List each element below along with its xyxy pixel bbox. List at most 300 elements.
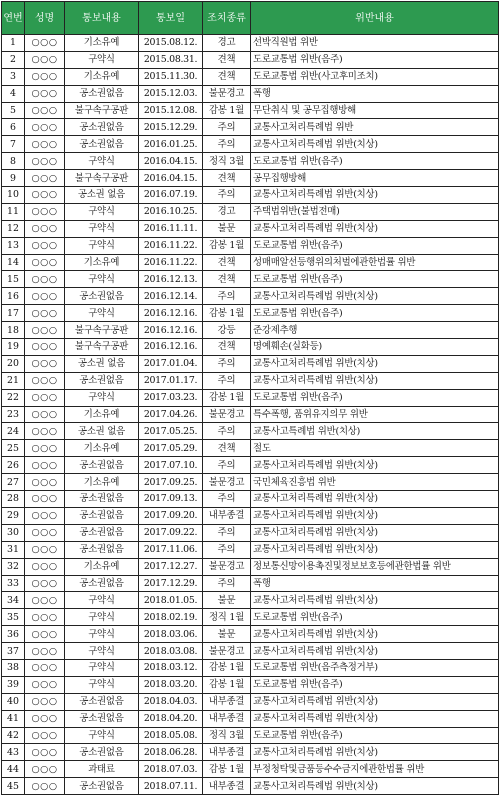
cell-notice-content: 구약식 — [65, 727, 139, 744]
cell-action-type: 주의 — [203, 187, 251, 204]
cell-violation-content: 폭행 — [251, 85, 499, 102]
cell-action-type: 정직 1월 — [203, 609, 251, 626]
cell-violation-content: 교통사고처리특례법 위반(치상) — [251, 288, 499, 305]
cell-violation-content: 교통사고처리특례법 위반(치상) — [251, 541, 499, 558]
cell-number: 1 — [2, 35, 25, 52]
table-row — [2, 693, 499, 710]
cell-name: ○○○ — [25, 85, 65, 102]
cell-notice-content: 불구속구공판 — [65, 170, 139, 187]
cell-action-type: 감봉 1월 — [203, 761, 251, 778]
cell-notice-content: 공소권없음 — [65, 372, 139, 389]
cell-name: ○○○ — [25, 423, 65, 440]
table-row — [2, 423, 499, 440]
table-row — [2, 491, 499, 508]
cell-notice-content: 기소유예 — [65, 254, 139, 271]
cell-number: 34 — [2, 592, 25, 609]
cell-notice-content: 공소권없음 — [65, 507, 139, 524]
cell-notice-content: 기소유예 — [65, 406, 139, 423]
table-row — [2, 288, 499, 305]
cell-action-type: 불문경고 — [203, 85, 251, 102]
cell-notice-date: 2016.11.11. — [139, 220, 203, 237]
cell-action-type: 내부종결 — [203, 778, 251, 795]
cell-notice-content: 기소유예 — [65, 558, 139, 575]
cell-violation-content: 교통사고처리특례법 위반(치상) — [251, 187, 499, 204]
cell-name: ○○○ — [25, 524, 65, 541]
cell-notice-content: 공소권 없음 — [65, 355, 139, 372]
cell-action-type: 주의 — [203, 372, 251, 389]
cell-number: 16 — [2, 288, 25, 305]
cell-name: ○○○ — [25, 305, 65, 322]
cell-notice-date: 2015.11.30. — [139, 68, 203, 85]
cell-action-type: 내부종결 — [203, 744, 251, 761]
header-notice-date: 통보일 — [139, 2, 203, 35]
cell-name: ○○○ — [25, 676, 65, 693]
cell-name: ○○○ — [25, 35, 65, 52]
cell-name: ○○○ — [25, 271, 65, 288]
cell-violation-content: 무단취식 및 공무집행방해 — [251, 102, 499, 119]
cell-notice-content: 기소유예 — [65, 474, 139, 491]
cell-notice-date: 2015.08.12. — [139, 35, 203, 52]
table-row — [2, 457, 499, 474]
cell-notice-content: 불구속구공판 — [65, 322, 139, 339]
cell-violation-content: 준강제추행 — [251, 322, 499, 339]
cell-action-type: 견책 — [203, 440, 251, 457]
header-row — [2, 2, 499, 35]
cell-number: 7 — [2, 136, 25, 153]
cell-notice-date: 2018.03.12. — [139, 659, 203, 676]
cell-name: ○○○ — [25, 541, 65, 558]
table-row — [2, 440, 499, 457]
cell-action-type: 견책 — [203, 254, 251, 271]
cell-number: 42 — [2, 727, 25, 744]
cell-notice-content: 공소권없음 — [65, 136, 139, 153]
table-row — [2, 102, 499, 119]
table-row — [2, 339, 499, 356]
cell-name: ○○○ — [25, 136, 65, 153]
cell-violation-content: 교통사고처리특례법 위반 — [251, 119, 499, 136]
cell-action-type: 불문 — [203, 626, 251, 643]
cell-number: 28 — [2, 491, 25, 508]
table-row — [2, 778, 499, 795]
cell-notice-content: 불구속구공판 — [65, 102, 139, 119]
cell-notice-content: 구약식 — [65, 153, 139, 170]
cell-notice-content: 불구속구공판 — [65, 339, 139, 356]
cell-notice-date: 2016.12.14. — [139, 288, 203, 305]
cell-notice-content: 구약식 — [65, 626, 139, 643]
cell-notice-date: 2018.06.28. — [139, 744, 203, 761]
table-body — [2, 35, 499, 795]
table-row — [2, 68, 499, 85]
cell-violation-content: 교통사고처리특례법 위반(치상) — [251, 372, 499, 389]
cell-notice-date: 2017.04.26. — [139, 406, 203, 423]
table-row — [2, 406, 499, 423]
cell-notice-content: 공소권 없음 — [65, 187, 139, 204]
cell-number: 5 — [2, 102, 25, 119]
table-header — [2, 2, 499, 35]
cell-notice-content: 기소유예 — [65, 35, 139, 52]
cell-notice-content: 구약식 — [65, 305, 139, 322]
cell-notice-content: 공소권없음 — [65, 288, 139, 305]
cell-notice-content: 구약식 — [65, 203, 139, 220]
cell-number: 9 — [2, 170, 25, 187]
cell-number: 13 — [2, 237, 25, 254]
cell-notice-date: 2017.01.17. — [139, 372, 203, 389]
cell-action-type: 주의 — [203, 541, 251, 558]
table-row — [2, 710, 499, 727]
cell-notice-date: 2017.09.13. — [139, 491, 203, 508]
cell-notice-date: 2016.04.15. — [139, 153, 203, 170]
table-row — [2, 153, 499, 170]
cell-number: 21 — [2, 372, 25, 389]
cell-violation-content: 교통사고처리특례법 위반(치상) — [251, 507, 499, 524]
cell-notice-date: 2017.05.25. — [139, 423, 203, 440]
cell-notice-content: 구약식 — [65, 659, 139, 676]
cell-name: ○○○ — [25, 491, 65, 508]
cell-name: ○○○ — [25, 187, 65, 204]
cell-action-type: 불문 — [203, 220, 251, 237]
cell-notice-date: 2016.11.22. — [139, 254, 203, 271]
cell-notice-date: 2018.02.19. — [139, 609, 203, 626]
cell-name: ○○○ — [25, 119, 65, 136]
cell-notice-content: 구약식 — [65, 676, 139, 693]
cell-violation-content: 도로교통법 위반(음주) — [251, 389, 499, 406]
cell-action-type: 감봉 1월 — [203, 237, 251, 254]
cell-action-type: 감봉 1월 — [203, 305, 251, 322]
cell-name: ○○○ — [25, 643, 65, 660]
cell-name: ○○○ — [25, 778, 65, 795]
table-row — [2, 507, 499, 524]
cell-notice-content: 공소권없음 — [65, 778, 139, 795]
cell-action-type: 정직 3월 — [203, 153, 251, 170]
table-row — [2, 744, 499, 761]
cell-number: 43 — [2, 744, 25, 761]
cell-notice-date: 2016.12.16. — [139, 339, 203, 356]
cell-action-type: 주의 — [203, 524, 251, 541]
cell-action-type: 불문경고 — [203, 474, 251, 491]
cell-action-type: 견책 — [203, 51, 251, 68]
cell-number: 11 — [2, 203, 25, 220]
cell-number: 33 — [2, 575, 25, 592]
cell-notice-date: 2017.12.29. — [139, 575, 203, 592]
cell-violation-content: 도로교통법 위반(음주) — [251, 237, 499, 254]
cell-violation-content: 교통사고처리특례법 위반(치상) — [251, 457, 499, 474]
cell-action-type: 불문경고 — [203, 558, 251, 575]
cell-number: 6 — [2, 119, 25, 136]
table-row — [2, 51, 499, 68]
cell-notice-date: 2016.12.13. — [139, 271, 203, 288]
cell-violation-content: 교통사고처리특례법 위반(치상) — [251, 710, 499, 727]
table-row — [2, 558, 499, 575]
cell-notice-date: 2016.11.22. — [139, 237, 203, 254]
cell-violation-content: 교통사고처리특례법 위반(치상) — [251, 220, 499, 237]
cell-number: 10 — [2, 187, 25, 204]
cell-number: 25 — [2, 440, 25, 457]
cell-notice-date: 2016.04.15. — [139, 170, 203, 187]
cell-number: 41 — [2, 710, 25, 727]
cell-notice-content: 공소권 없음 — [65, 423, 139, 440]
table-row — [2, 659, 499, 676]
cell-name: ○○○ — [25, 68, 65, 85]
cell-number: 35 — [2, 609, 25, 626]
cell-number: 12 — [2, 220, 25, 237]
cell-name: ○○○ — [25, 102, 65, 119]
cell-notice-date: 2015.12.08. — [139, 102, 203, 119]
cell-notice-date: 2018.04.20. — [139, 710, 203, 727]
cell-notice-content: 공소권없음 — [65, 575, 139, 592]
table-row — [2, 355, 499, 372]
cell-name: ○○○ — [25, 609, 65, 626]
cell-violation-content: 도로교통법 위반(음주) — [251, 305, 499, 322]
cell-name: ○○○ — [25, 237, 65, 254]
cell-violation-content: 도로교통법 위반(음주) — [251, 727, 499, 744]
header-notice-content: 통보내용 — [65, 2, 139, 35]
cell-notice-date: 2017.01.04. — [139, 355, 203, 372]
cell-violation-content: 교통사고처리특례법 위반(치상) — [251, 524, 499, 541]
cell-name: ○○○ — [25, 693, 65, 710]
cell-notice-content: 공소권없음 — [65, 541, 139, 558]
cell-action-type: 감봉 1월 — [203, 389, 251, 406]
cell-violation-content: 도로교통법 위반(음주측정거부) — [251, 659, 499, 676]
cell-notice-content: 공소권없음 — [65, 524, 139, 541]
cell-notice-content: 공소권없음 — [65, 693, 139, 710]
cell-action-type: 견책 — [203, 68, 251, 85]
cell-number: 19 — [2, 339, 25, 356]
cell-action-type: 내부종결 — [203, 710, 251, 727]
cell-name: ○○○ — [25, 170, 65, 187]
cell-name: ○○○ — [25, 659, 65, 676]
cell-notice-date: 2017.03.23. — [139, 389, 203, 406]
cell-notice-content: 구약식 — [65, 643, 139, 660]
cell-number: 22 — [2, 389, 25, 406]
cell-notice-content: 공소권없음 — [65, 119, 139, 136]
cell-notice-date: 2018.03.06. — [139, 626, 203, 643]
cell-notice-date: 2018.01.05. — [139, 592, 203, 609]
cell-number: 15 — [2, 271, 25, 288]
table-row — [2, 372, 499, 389]
cell-number: 14 — [2, 254, 25, 271]
cell-action-type: 감봉 1월 — [203, 659, 251, 676]
table-row — [2, 271, 499, 288]
cell-action-type: 주의 — [203, 119, 251, 136]
cell-number: 18 — [2, 322, 25, 339]
cell-notice-date: 2017.11.06. — [139, 541, 203, 558]
cell-name: ○○○ — [25, 322, 65, 339]
cell-violation-content: 절도 — [251, 440, 499, 457]
table-row — [2, 389, 499, 406]
cell-notice-date: 2015.12.03. — [139, 85, 203, 102]
cell-violation-content: 공무집행방해 — [251, 170, 499, 187]
cell-name: ○○○ — [25, 339, 65, 356]
cell-violation-content: 폭행 — [251, 575, 499, 592]
cell-action-type: 주의 — [203, 575, 251, 592]
cell-violation-content: 성매매알선등행위의처벌에관한법률 위반 — [251, 254, 499, 271]
cell-name: ○○○ — [25, 474, 65, 491]
cell-violation-content: 국민체육진흥법 위반 — [251, 474, 499, 491]
cell-name: ○○○ — [25, 744, 65, 761]
table-row — [2, 761, 499, 778]
cell-action-type: 내부종결 — [203, 693, 251, 710]
cell-notice-date: 2017.09.22. — [139, 524, 203, 541]
cell-notice-content: 구약식 — [65, 592, 139, 609]
table-row — [2, 541, 499, 558]
cell-notice-date: 2016.12.16. — [139, 322, 203, 339]
cell-name: ○○○ — [25, 406, 65, 423]
cell-number: 20 — [2, 355, 25, 372]
cell-notice-content: 공소권없음 — [65, 457, 139, 474]
cell-notice-content: 구약식 — [65, 609, 139, 626]
cell-action-type: 내부종결 — [203, 507, 251, 524]
cell-violation-content: 도로교통법 위반(음주) — [251, 271, 499, 288]
cell-notice-date: 2018.07.11. — [139, 778, 203, 795]
cell-notice-date: 2017.09.25. — [139, 474, 203, 491]
cell-action-type: 불문경고 — [203, 406, 251, 423]
cell-violation-content: 교통사고처리특례법 위반(치상) — [251, 592, 499, 609]
cell-name: ○○○ — [25, 710, 65, 727]
cell-violation-content: 교통사고특례법 위반(치상) — [251, 423, 499, 440]
cell-notice-date: 2015.08.31. — [139, 51, 203, 68]
cell-number: 29 — [2, 507, 25, 524]
cell-number: 40 — [2, 693, 25, 710]
cell-notice-date: 2016.01.25. — [139, 136, 203, 153]
cell-number: 23 — [2, 406, 25, 423]
cell-number: 39 — [2, 676, 25, 693]
cell-name: ○○○ — [25, 203, 65, 220]
cell-violation-content: 교통사고처리특례법 위반(치상) — [251, 355, 499, 372]
cell-number: 37 — [2, 643, 25, 660]
table-row — [2, 592, 499, 609]
cell-violation-content: 교통사고처리특례법 위반(치상) — [251, 643, 499, 660]
header-violation-content: 위반내용 — [251, 2, 499, 35]
cell-action-type: 견책 — [203, 339, 251, 356]
cell-notice-date: 2018.07.03. — [139, 761, 203, 778]
cell-number: 2 — [2, 51, 25, 68]
cell-name: ○○○ — [25, 558, 65, 575]
cell-name: ○○○ — [25, 592, 65, 609]
cell-action-type: 견책 — [203, 170, 251, 187]
cell-number: 8 — [2, 153, 25, 170]
cell-name: ○○○ — [25, 220, 65, 237]
cell-action-type: 주의 — [203, 423, 251, 440]
cell-action-type: 감봉 1월 — [203, 676, 251, 693]
table-row — [2, 35, 499, 52]
cell-notice-date: 2018.03.20. — [139, 676, 203, 693]
cell-notice-content: 구약식 — [65, 237, 139, 254]
cell-name: ○○○ — [25, 372, 65, 389]
cell-name: ○○○ — [25, 254, 65, 271]
cell-notice-content: 기소유예 — [65, 68, 139, 85]
cell-name: ○○○ — [25, 355, 65, 372]
cell-violation-content: 도로교통법 위반(사고후미조치) — [251, 68, 499, 85]
cell-notice-date: 2015.12.29. — [139, 119, 203, 136]
cell-number: 38 — [2, 659, 25, 676]
cell-violation-content: 교통사고처리특례법 위반(치상) — [251, 136, 499, 153]
cell-number: 4 — [2, 85, 25, 102]
cell-notice-content: 공소권없음 — [65, 491, 139, 508]
cell-notice-date: 2018.04.03. — [139, 693, 203, 710]
cell-name: ○○○ — [25, 727, 65, 744]
cell-notice-date: 2016.10.25. — [139, 203, 203, 220]
table-row — [2, 254, 499, 271]
cell-name: ○○○ — [25, 51, 65, 68]
cell-violation-content: 부정청탁및금품등수수금지에관한법률 위반 — [251, 761, 499, 778]
table-row — [2, 626, 499, 643]
cell-violation-content: 특수폭행, 품위유지의무 위반 — [251, 406, 499, 423]
table-row — [2, 187, 499, 204]
cell-violation-content: 교통사고처리특례법 위반(치상) — [251, 693, 499, 710]
cell-notice-date: 2016.12.16. — [139, 305, 203, 322]
cell-action-type: 불문 — [203, 592, 251, 609]
cell-action-type: 불문경고 — [203, 643, 251, 660]
table-row — [2, 203, 499, 220]
cell-action-type: 정직 3월 — [203, 727, 251, 744]
cell-notice-content: 공소권없음 — [65, 744, 139, 761]
cell-number: 31 — [2, 541, 25, 558]
header-name: 성명 — [25, 2, 65, 35]
table-row — [2, 676, 499, 693]
cell-action-type: 강등 — [203, 322, 251, 339]
cell-action-type: 주의 — [203, 355, 251, 372]
cell-violation-content: 정보통신망이용촉진및정보보호등에관한법률 위반 — [251, 558, 499, 575]
cell-notice-content: 구약식 — [65, 271, 139, 288]
table-row — [2, 727, 499, 744]
cell-violation-content: 명예훼손(실화등) — [251, 339, 499, 356]
cell-notice-date: 2017.12.27. — [139, 558, 203, 575]
cell-name: ○○○ — [25, 457, 65, 474]
table-row — [2, 85, 499, 102]
cell-name: ○○○ — [25, 761, 65, 778]
cell-action-type: 주의 — [203, 136, 251, 153]
table-row — [2, 305, 499, 322]
cell-name: ○○○ — [25, 153, 65, 170]
cell-notice-content: 공소권없음 — [65, 710, 139, 727]
table-row — [2, 220, 499, 237]
header-number: 연번 — [2, 2, 25, 35]
cell-violation-content: 교통사고처리특례법 위반(치상) — [251, 744, 499, 761]
cell-violation-content: 도로교통법 위반(음주) — [251, 51, 499, 68]
cell-number: 32 — [2, 558, 25, 575]
cell-number: 27 — [2, 474, 25, 491]
cell-number: 26 — [2, 457, 25, 474]
header-action-type: 조치종류 — [203, 2, 251, 35]
cell-number: 45 — [2, 778, 25, 795]
cell-notice-content: 구약식 — [65, 220, 139, 237]
table-row — [2, 474, 499, 491]
table-row — [2, 643, 499, 660]
cell-name: ○○○ — [25, 507, 65, 524]
cell-action-type: 경고 — [203, 35, 251, 52]
table-row — [2, 609, 499, 626]
cell-name: ○○○ — [25, 389, 65, 406]
table-row — [2, 237, 499, 254]
cell-number: 3 — [2, 68, 25, 85]
table-row — [2, 322, 499, 339]
cell-notice-date: 2017.05.29. — [139, 440, 203, 457]
cell-number: 24 — [2, 423, 25, 440]
table-row — [2, 170, 499, 187]
cell-number: 30 — [2, 524, 25, 541]
cell-notice-content: 과태료 — [65, 761, 139, 778]
violation-table — [1, 1, 499, 795]
table-row — [2, 524, 499, 541]
cell-number: 17 — [2, 305, 25, 322]
cell-name: ○○○ — [25, 575, 65, 592]
cell-notice-date: 2017.07.10. — [139, 457, 203, 474]
cell-notice-content: 기소유예 — [65, 440, 139, 457]
cell-violation-content: 도로교통법 위반(음주) — [251, 153, 499, 170]
cell-notice-date: 2018.03.08. — [139, 643, 203, 660]
cell-notice-date: 2017.09.20. — [139, 507, 203, 524]
cell-name: ○○○ — [25, 440, 65, 457]
